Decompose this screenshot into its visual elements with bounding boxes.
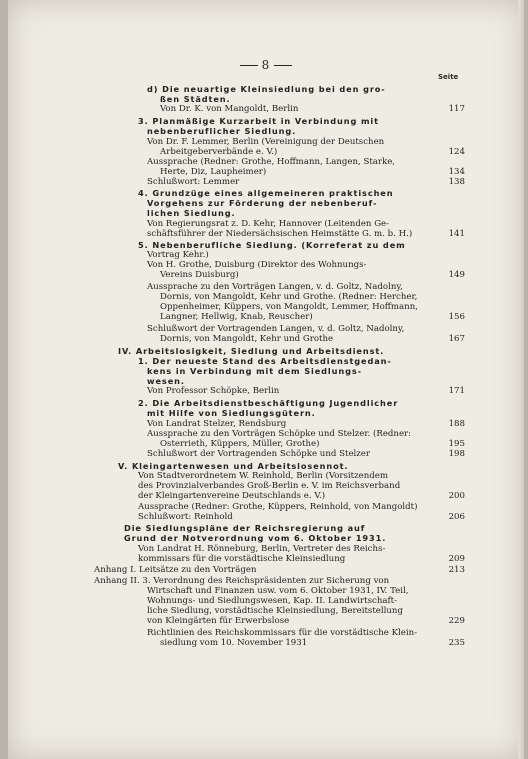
toc-line: Schlußwort: Lemmer (147, 177, 240, 187)
toc-page-number: 117 (448, 104, 465, 114)
toc-line: Aussprache zu den Vorträgen Langen, v. d. Goltz, Nadolny, (147, 282, 403, 292)
toc-line: Grund der Notverordnung vom 6. Oktober 1931. (124, 533, 387, 543)
toc-line: des Provinzialverbandes Groß-Berlin e. V. im Reichsverband (138, 481, 401, 491)
toc-line: IV. Arbeitslosigkeit, Siedlung und Arbeitsdienst. (118, 346, 385, 356)
toc-line: Wohnungs- und Siedlungswesen, Kap. II. Landwirtschaft- (147, 596, 398, 606)
toc-line: Von H. Grothe, Duisburg (Direktor des Wohnungs- (147, 260, 367, 270)
toc-line: Von Regierungsrat z. D. Kehr, Hannover (Leitenden Ge- (147, 219, 390, 229)
toc-line: Dornis, von Mangoldt, Kehr und Grothe. (Redner: Hercher, (160, 292, 418, 302)
toc-line: Vereins Duisburg) (160, 270, 239, 280)
page-number: 8 (261, 58, 271, 72)
toc-page-number: 167 (448, 334, 465, 344)
toc-page-number: 134 (448, 167, 465, 177)
toc-page-number: 124 (448, 147, 465, 157)
toc-line: ßen Städten. (160, 94, 231, 104)
toc-page-number: 195 (448, 439, 465, 449)
toc-line: 1. Der neueste Stand des Arbeitsdienstgedan- (138, 356, 392, 366)
toc-line: Die Siedlungspläne der Reichsregierung auf (124, 523, 366, 533)
toc-page-number: 209 (448, 554, 465, 564)
toc-line: Richtlinien des Reichskommissars für die vorstädtische Klein- (147, 628, 418, 638)
toc-line: lichen Siedlung. (147, 208, 236, 218)
toc-line: Von Dr. K. von Mangoldt, Berlin (160, 104, 299, 114)
toc-line: Oppenheimer, Küppers, von Mangoldt, Lemmer, Hoffmann, (160, 302, 418, 312)
toc-line: 3. Planmäßige Kurzarbeit in Verbindung mit (138, 116, 379, 126)
toc-line: siedlung vom 10. November 1931 (160, 638, 308, 648)
toc-line: Anhang I. Leitsätze zu den Vorträgen (94, 565, 257, 575)
toc-page-number: 156 (448, 312, 465, 322)
toc-page-number: 198 (448, 449, 465, 459)
toc-line: 5. Nebenberufliche Siedlung. (Korreferat zu dem (138, 240, 406, 250)
toc-line: Arbeitgeberverbände e. V.) (160, 147, 278, 157)
toc-line: Von Dr. F. Lemmer, Berlin (Vereinigung der Deutschen (147, 137, 385, 147)
toc-line: Anhang II. 3. Verordnung des Reichspräsidenten zur Sicherung von (94, 576, 390, 586)
page-number-header (8, 58, 524, 72)
book-page (8, 0, 524, 759)
toc-page-number: 213 (448, 565, 465, 575)
toc-line: Wirtschaft und Finanzen usw. vom 6. Oktober 1931, IV. Teil, (147, 586, 409, 596)
toc-line: Osterrieth, Küppers, Müller, Grothe) (160, 439, 320, 449)
toc-page-number: 149 (448, 270, 465, 280)
toc-line: der Kleingartenvereine Deutschlands e. V.) (138, 491, 326, 501)
toc-page-number: 188 (448, 419, 465, 429)
toc-page-number: 206 (448, 512, 465, 522)
toc-line: Herte, Diz, Laupheimer) (160, 167, 267, 177)
toc-line: Vorgehens zur Förderung der nebenberuf- (147, 198, 378, 208)
toc-line: Vortrag Kehr.) (147, 250, 209, 260)
toc-page-number: 235 (448, 638, 465, 648)
toc-line: Von Professor Schöpke, Berlin (147, 386, 280, 396)
toc-line: d) Die neuartige Kleinsiedlung bei den gro- (147, 84, 386, 94)
toc-page-number: 171 (448, 386, 465, 396)
toc-line: Schlußwort der Vortragenden Schöpke und Stelzer (147, 449, 371, 459)
toc-line: kommissars für die vorstädtische Kleinsiedlung (138, 554, 346, 564)
toc-line: Von Stadtverordnetem W. Reinhold, Berlin (Vorsitzendem (138, 471, 389, 481)
toc-line: Aussprache (Redner: Grothe, Küppers, Reinhold, von Mangoldt) (138, 502, 418, 512)
seite-column-label: Seite (438, 73, 459, 81)
toc-line: wesen. (147, 376, 185, 386)
toc-line: mit Hilfe von Siedlungsgütern. (147, 408, 316, 418)
toc-line: Schlußwort der Vortragenden Langen, v. d. Goltz, Nadolny, (147, 324, 405, 334)
toc-page-number: 141 (448, 229, 465, 239)
toc-line: Aussprache (Redner: Grothe, Hoffmann, Langen, Starke, (147, 157, 396, 167)
toc-line: schäftsführer der Niedersächsischen Heimstätte G. m. b. H.) (147, 229, 413, 239)
toc-page-number: 138 (448, 177, 465, 187)
toc-line: Von Landrat H. Rönneburg, Berlin, Vertreter des Reichs- (138, 544, 386, 554)
toc-line: V. Kleingartenwesen und Arbeitslosennot. (118, 461, 349, 471)
toc-line: liche Siedlung, vorstädtische Kleinsiedlung, Bereitstellung (147, 606, 403, 616)
toc-line: Dornis, von Mangoldt, Kehr und Grothe (160, 334, 334, 344)
toc-line: 4. Grundzüge eines allgemeineren praktischen (138, 188, 394, 198)
toc-page-number: 229 (448, 616, 465, 626)
toc-line: Langner, Hellwig, Knab, Reuscher) (160, 312, 313, 322)
toc-line: Aussprache zu den Vorträgen Schöpke und Stelzer. (Redner: (147, 429, 412, 439)
toc-line: kens in Verbindung mit dem Siedlungs- (147, 366, 362, 376)
toc-line: 2. Die Arbeitsdienstbeschäftigung Jugendlicher (138, 398, 399, 408)
toc-line: nebenberuflicher Siedlung. (147, 126, 297, 136)
toc-line: Von Landrat Stelzer, Rendsburg (147, 419, 287, 429)
toc-page-number: 200 (448, 491, 465, 501)
toc-line: Schlußwort: Reinhold (138, 512, 233, 522)
toc-line: von Kleingärten für Erwerbslose (147, 616, 290, 626)
